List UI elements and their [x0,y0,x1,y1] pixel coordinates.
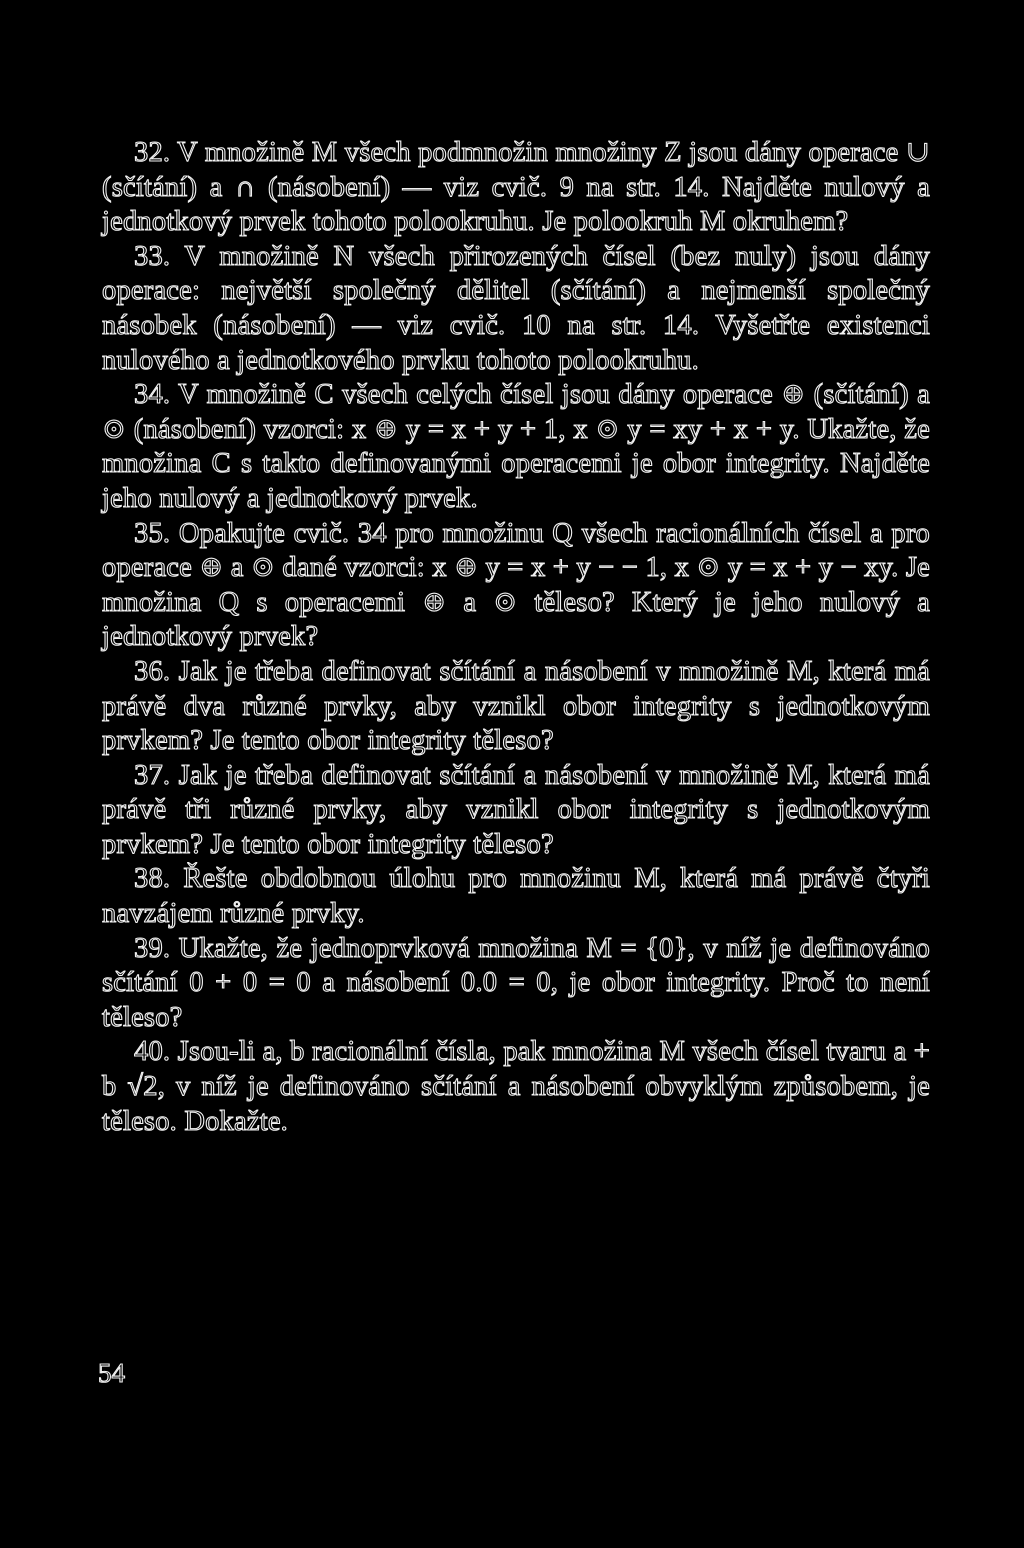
exercise-text: Jak je třeba definovat sčítání a násobení v množině M, která má právě dva různé prvky, aby vznikl obor integrity s jednotkovým prvkem? Je tento obor integrity těleso? [102,655,930,757]
exercise-number: 34. [134,379,171,411]
exercise-number: 37. [134,759,171,791]
exercise-40 [102,1035,930,1139]
page-number: 54 [98,1358,125,1388]
exercise-text: V množině M všech podmnožin množiny Z jsou dány operace ∪ (sčítání) a ∩ (násobení) — viz cvič. 9 na str. 14. Najděte nulový a jednotkový prvek tohoto polookruhu. Je polookruh M okruhem? [102,137,931,238]
exercise-36 [102,655,930,759]
exercise-text: Řešte obdobnou úlohu pro množinu M, která má právě čtyři navzájem různé prvky. [102,863,931,930]
exercise-39 [102,932,930,1036]
exercise-text: V množině C všech celých čísel jsou dány operace ⊕ (sčítání) a ⊙ (násobení) vzorci: x ⊕ y = x + y + 1, x ⊙ y = xy + x + y. Ukažte, že množina C s takto definovanými operacemi je obor integrity. Najděte jeho nulový a jednotkový prvek. [102,379,930,514]
exercise-32 [102,136,930,240]
exercise-34 [102,378,930,516]
exercise-list [102,136,930,1139]
exercise-text: Opakujte cvič. 34 pro množinu Q všech racionálních čísel a pro operace ⊕ a ⊙ dané vzorci: x ⊕ y = x + y − − 1, x ⊙ y = x + y − xy. Je množina Q s operacemi ⊕ a ⊙ těleso? Který je jeho nulový a jednotkový prvek? [102,517,931,653]
exercise-number: 35. [134,517,171,549]
exercise-38 [102,862,930,931]
exercise-number: 40. [134,1036,171,1068]
exercise-33 [102,240,930,378]
exercise-number: 38. [134,863,171,895]
exercise-35 [102,517,930,655]
exercise-number: 33. [134,240,171,272]
exercise-text: V množině N všech přirozených čísel (bez nuly) jsou dány operace: největší společný dělitel (sčítání) a nejmenší společný násobek (násobení) — viz cvič. 10 na str. 14. Vyšetřte existenci nulového a jednotkového prvku tohoto polookruhu. [102,240,931,376]
exercise-37 [102,759,930,863]
exercise-number: 39. [134,932,171,964]
exercise-text: Jsou-li a, b racionální čísla, pak množina M všech čísel tvaru a + b √2, v níž je definováno sčítání a násobení obvyklým způsobem, je těleso. Dokažte. [102,1036,930,1137]
exercise-text: Jak je třeba definovat sčítání a násobení v množině M, která má právě tři různé prvky, aby vznikl obor integrity s jednotkovým prvkem? Je tento obor integrity těleso? [102,759,930,860]
exercise-number: 36. [134,655,171,687]
exercise-text: Ukažte, že jednoprvková množina M = {0}, v níž je definováno sčítání 0 + 0 = 0 a násobení 0.0 = 0, je obor integrity. Proč to není těleso? [102,932,930,1033]
exercise-number: 32. [134,137,171,168]
